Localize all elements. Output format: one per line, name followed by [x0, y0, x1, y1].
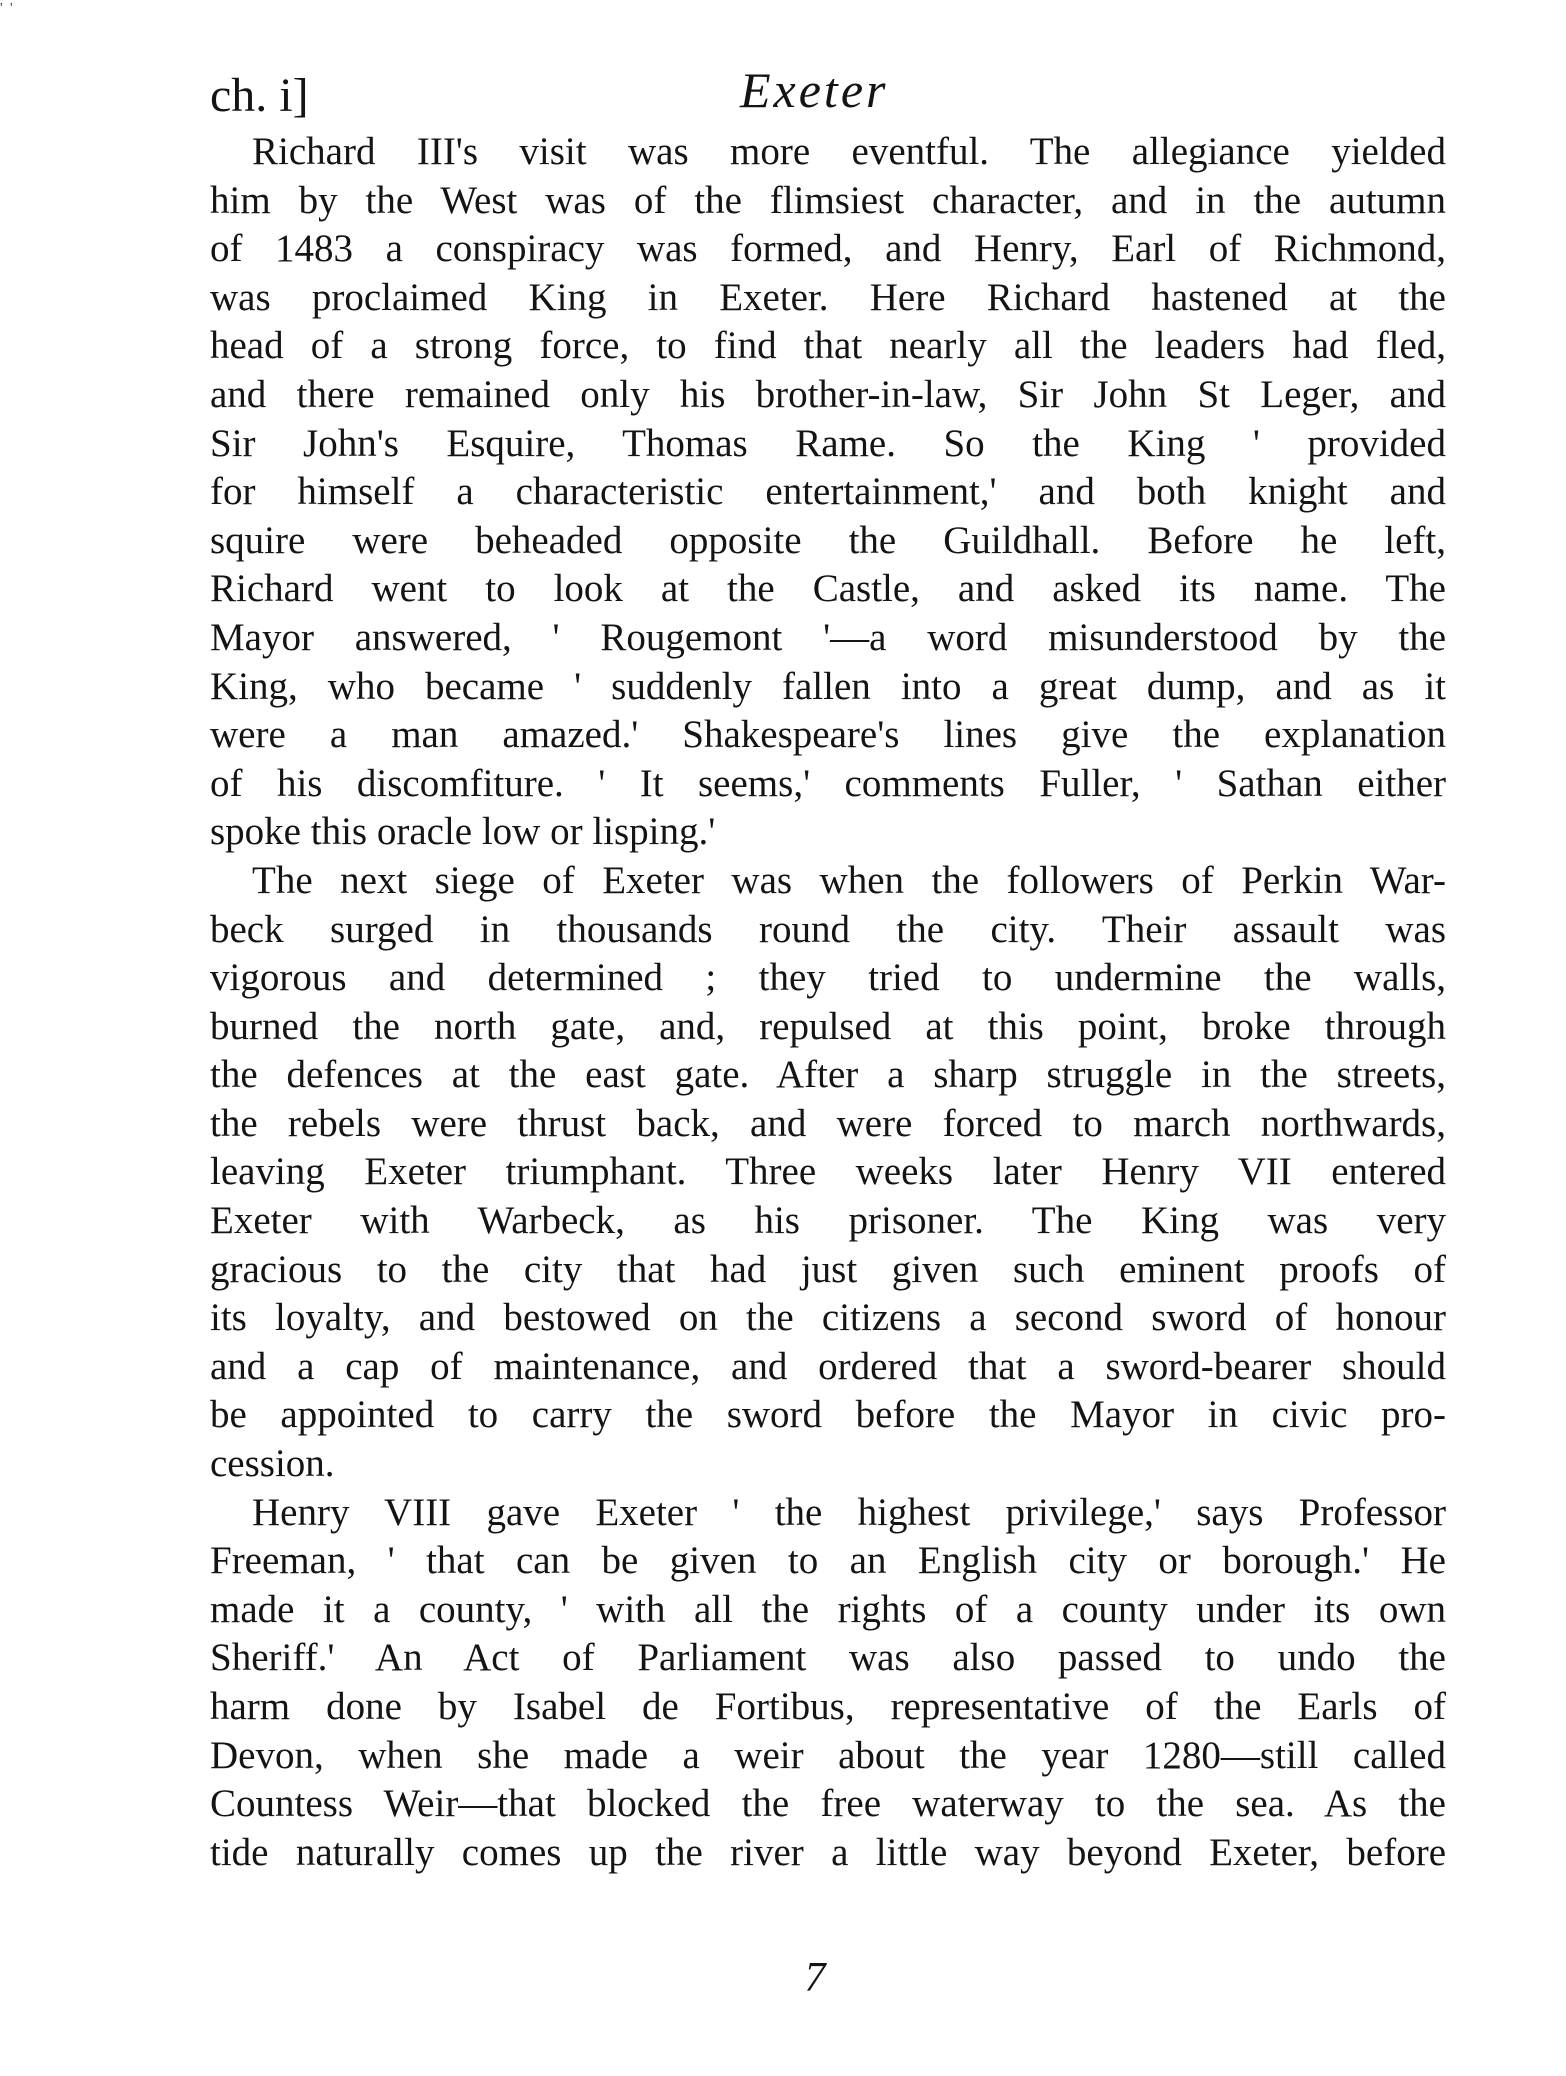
chapter-reference: ch. i]	[210, 69, 309, 122]
text-line: and a cap of maintenance, and ordered that a sword-bearer should	[210, 1344, 1446, 1388]
text-line: for himself a characteristic entertainment,' and both knight and	[210, 470, 1446, 514]
text-line: him by the West was of the flimsiest character, and in the autumn	[210, 178, 1446, 222]
text-line: Exeter with Warbeck, as his prisoner. The King was very	[210, 1199, 1446, 1243]
text-line: be appointed to carry the sword before the Mayor in civic pro-	[210, 1393, 1446, 1437]
text-line: The next siege of Exeter was when the followers of Perkin War-	[252, 858, 1446, 902]
corner-mark: ' '	[0, 1, 15, 16]
text-line: gracious to the city that had just given such eminent proofs of	[210, 1247, 1446, 1291]
text-line: beck surged in thousands round the city. Their assault was	[210, 907, 1446, 951]
text-line: and there remained only his brother-in-law, Sir John St Leger, and	[210, 372, 1446, 416]
text-line: Freeman, ' that can be given to an English city or borough.' He	[210, 1539, 1446, 1583]
paragraph	[210, 857, 1446, 1489]
text-line: of 1483 a conspiracy was formed, and Henry, Earl of Richmond,	[210, 227, 1446, 271]
text-line: leaving Exeter triumphant. Three weeks later Henry VII entered	[210, 1150, 1446, 1194]
text-line: head of a strong force, to find that nearly all the leaders had fled,	[210, 324, 1446, 368]
text-line: spoke this oracle low or lisping.'	[210, 810, 716, 854]
text-line: of his discomfiture. ' It seems,' comments Fuller, ' Sathan either	[210, 761, 1446, 805]
text-line: Devon, when she made a weir about the year 1280—still called	[210, 1733, 1446, 1777]
text-line: King, who became ' suddenly fallen into a great dump, and as it	[210, 664, 1446, 708]
text-line: vigorous and determined ; they tried to undermine the walls,	[210, 956, 1446, 1000]
text-line: was proclaimed King in Exeter. Here Richard hastened at the	[210, 275, 1446, 319]
text-line: burned the north gate, and, repulsed at this point, broke through	[210, 1004, 1446, 1048]
text-line: Henry VIII gave Exeter ' the highest privilege,' says Professor	[252, 1490, 1446, 1534]
text-line: were a man amazed.' Shakespeare's lines give the explanation	[210, 713, 1446, 757]
running-head	[210, 58, 1450, 128]
text-line: Sir John's Esquire, Thomas Rame. So the King ' provided	[210, 421, 1446, 465]
text-line: made it a county, ' with all the rights of a county under its own	[210, 1587, 1446, 1631]
text-line: Richard III's visit was more eventful. The allegiance yielded	[252, 130, 1446, 173]
text-line: the rebels were thrust back, and were forced to march northwards,	[210, 1101, 1446, 1145]
body-text	[210, 128, 1446, 1877]
text-line: harm done by Isabel de Fortibus, representative of the Earls of	[210, 1685, 1446, 1728]
text-line: squire were beheaded opposite the Guildhall. Before he left,	[210, 518, 1446, 562]
page-number: 7	[804, 1955, 826, 2001]
paragraph	[210, 128, 1446, 857]
text-line: the defences at the east gate. After a sharp struggle in the streets,	[210, 1053, 1446, 1097]
text-line: its loyalty, and bestowed on the citizens a second sword of honour	[210, 1296, 1446, 1340]
paragraph	[210, 1489, 1446, 1878]
page-title: Exeter	[740, 62, 889, 118]
text-line: cession.	[210, 1442, 335, 1486]
text-line: Countess Weir—that blocked the free waterway to the sea. As the	[210, 1782, 1446, 1826]
text-line: Mayor answered, ' Rougemont '—a word misunderstood by the	[210, 615, 1446, 659]
text-line: tide naturally comes up the river a little way beyond Exeter, before	[210, 1830, 1446, 1874]
text-line: Richard went to look at the Castle, and asked its name. The	[210, 567, 1446, 611]
text-line: Sheriff.' An Act of Parliament was also passed to undo the	[210, 1636, 1446, 1680]
